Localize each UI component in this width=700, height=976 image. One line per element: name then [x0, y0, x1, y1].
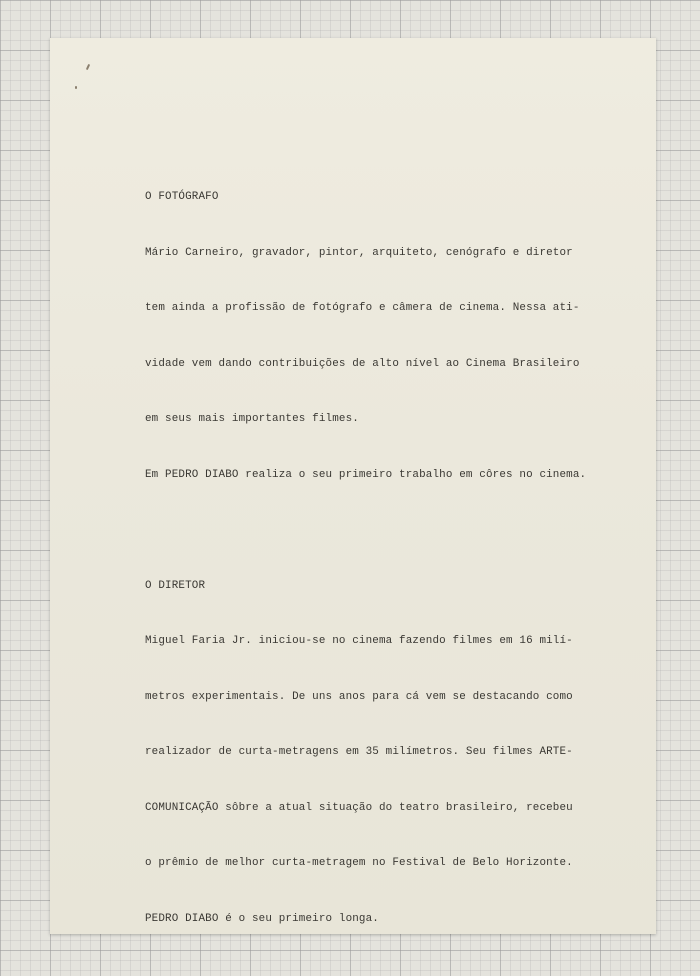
director-line: metros experimentais. De uns anos para cá vem se destacando como: [145, 690, 573, 703]
typed-text-block: [145, 151, 645, 965]
director-line: o prêmio de melhor curta-metragem no Festival de Belo Horizonte.: [145, 857, 573, 869]
director-line: realizador de curta-metragens em 35 milímetros. Seu filmes ARTE-: [145, 746, 573, 758]
director-heading: O DIRETOR: [145, 579, 206, 592]
director-line: COMUNICAÇÃO sôbre a atual situação do teatro brasileiro, recebeu: [145, 801, 573, 814]
photographer-heading: O FOTÓGRAFO: [145, 191, 219, 203]
photographer-line: vidade vem dando contribuições de alto nível ao Cinema Brasileiro: [145, 357, 580, 370]
paper-sheet: [50, 38, 656, 934]
photographer-line: tem ainda a profissão de fotógrafo e câmera de cinema. Nessa ati-: [145, 302, 580, 314]
photographer-line: em seus mais importantes filmes.: [145, 413, 359, 425]
photographer-line: Em PEDRO DIABO realiza o seu primeiro trabalho em côres no cinema.: [145, 468, 587, 481]
section-gap: [145, 521, 645, 540]
paper-mark: [86, 64, 90, 70]
director-line: PEDRO DIABO é o seu primeiro longa.: [145, 912, 379, 925]
photographer-line: Mário Carneiro, gravador, pintor, arquiteto, cenógrafo e diretor: [145, 246, 573, 259]
director-line: Miguel Faria Jr. iniciou-se no cinema fazendo filmes em 16 milí-: [145, 635, 573, 647]
paper-mark: [75, 86, 77, 89]
